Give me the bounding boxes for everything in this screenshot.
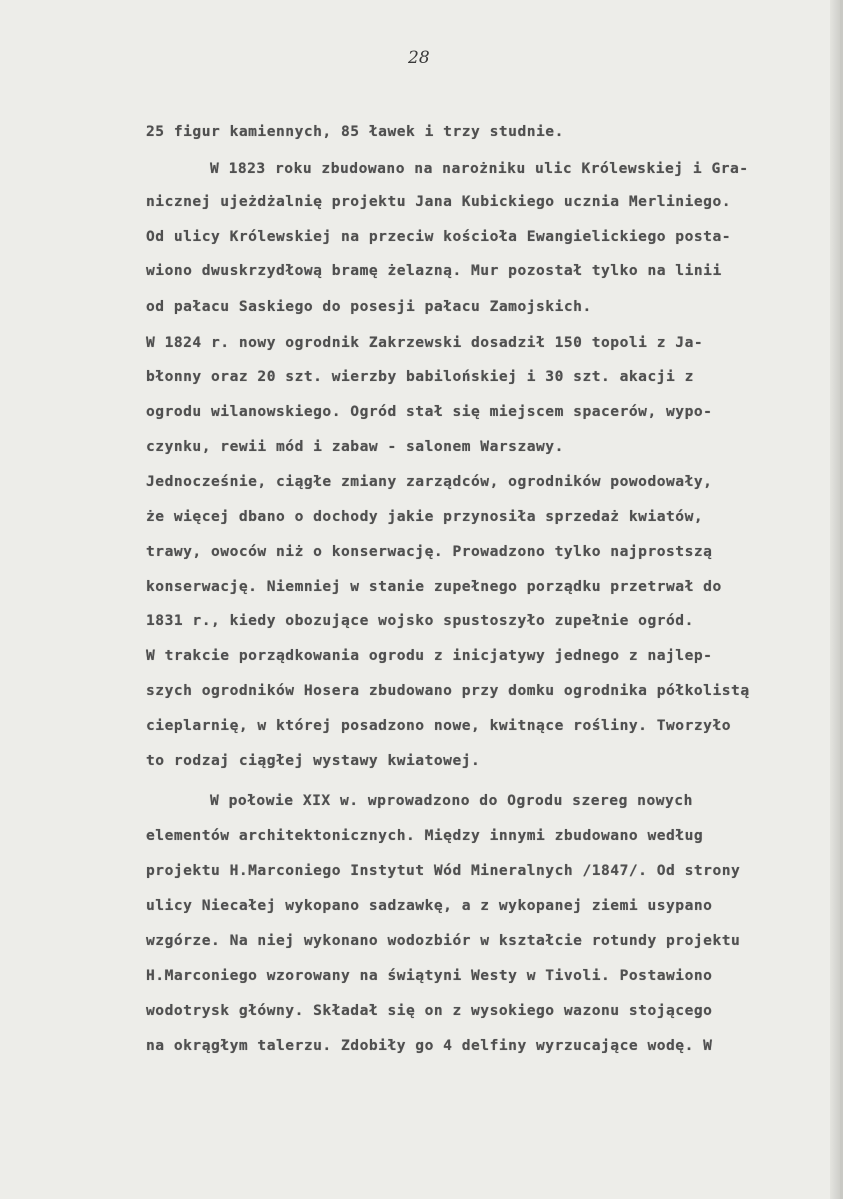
text-line: projektu H.Marconiego Instytut Wód Mineralnych /1847/. Od strony bbox=[146, 862, 741, 879]
text-line: czynku, rewii mód i zabaw - salonem Warszawy. bbox=[146, 438, 564, 455]
text-line: że więcej dbano o dochody jakie przynosiła sprzedaż kwiatów, bbox=[146, 508, 704, 525]
text-line: wzgórze. Na niej wykonano wodozbiór w kształcie rotundy projektu bbox=[146, 932, 741, 949]
text-line: błonny oraz 20 szt. wierzby babilońskiej i 30 szt. akacji z bbox=[146, 368, 694, 385]
text-line: W połowie XIX w. wprowadzono do Ogrodu szereg nowych bbox=[210, 792, 693, 809]
text-line: W trakcie porządkowania ogrodu z inicjatywy jednego z najlep- bbox=[146, 647, 713, 664]
text-line: 1831 r., kiedy obozujące wojsko spustoszyło zupełnie ogród. bbox=[146, 612, 694, 629]
text-line: to rodzaj ciągłej wystawy kwiatowej. bbox=[146, 752, 481, 769]
text-line: elementów architektonicznych. Między innymi zbudowano według bbox=[146, 827, 704, 844]
text-line: na okrągłym talerzu. Zdobiły go 4 delfiny wyrzucające wodę. W bbox=[146, 1037, 713, 1054]
text-line: szych ogrodników Hosera zbudowano przy domku ogrodnika półkolistą bbox=[146, 682, 750, 699]
text-line: wiono dwuskrzydłową bramę żelazną. Mur pozostał tylko na linii bbox=[146, 262, 722, 279]
text-line: W 1824 r. nowy ogrodnik Zakrzewski dosadził 150 topoli z Ja- bbox=[146, 334, 704, 351]
text-line: wodotrysk główny. Składał się on z wysokiego wazonu stojącego bbox=[146, 1002, 713, 1019]
text-line: nicznej ujeżdżalnię projektu Jana Kubickiego ucznia Merliniego. bbox=[146, 193, 732, 210]
text-line: 25 figur kamiennych, 85 ławek i trzy studnie. bbox=[146, 123, 564, 140]
text-line: konserwację. Niemniej w stanie zupełnego porządku przetrwał do bbox=[146, 578, 722, 595]
scan-edge bbox=[830, 0, 840, 1199]
text-line: ogrodu wilanowskiego. Ogród stał się miejscem spacerów, wypo- bbox=[146, 403, 713, 420]
text-line: trawy, owoców niż o konserwację. Prowadzono tylko najprostszą bbox=[146, 543, 713, 560]
page-number: 28 bbox=[408, 48, 430, 68]
text-line: Jednocześnie, ciągłe zmiany zarządców, ogrodników powodowały, bbox=[146, 473, 713, 490]
text-line: H.Marconiego wzorowany na świątyni Westy w Tivoli. Postawiono bbox=[146, 967, 713, 984]
text-line: ulicy Niecałej wykopano sadzawkę, a z wykopanej ziemi usypano bbox=[146, 897, 713, 914]
text-line: cieplarnię, w której posadzono nowe, kwitnące rośliny. Tworzyło bbox=[146, 717, 732, 734]
text-line: od pałacu Saskiego do posesji pałacu Zamojskich. bbox=[146, 298, 592, 315]
text-line: Od ulicy Królewskiej na przeciw kościoła Ewangielickiego posta- bbox=[146, 228, 732, 245]
text-line: W 1823 roku zbudowano na narożniku ulic Królewskiej i Gra- bbox=[210, 160, 749, 177]
